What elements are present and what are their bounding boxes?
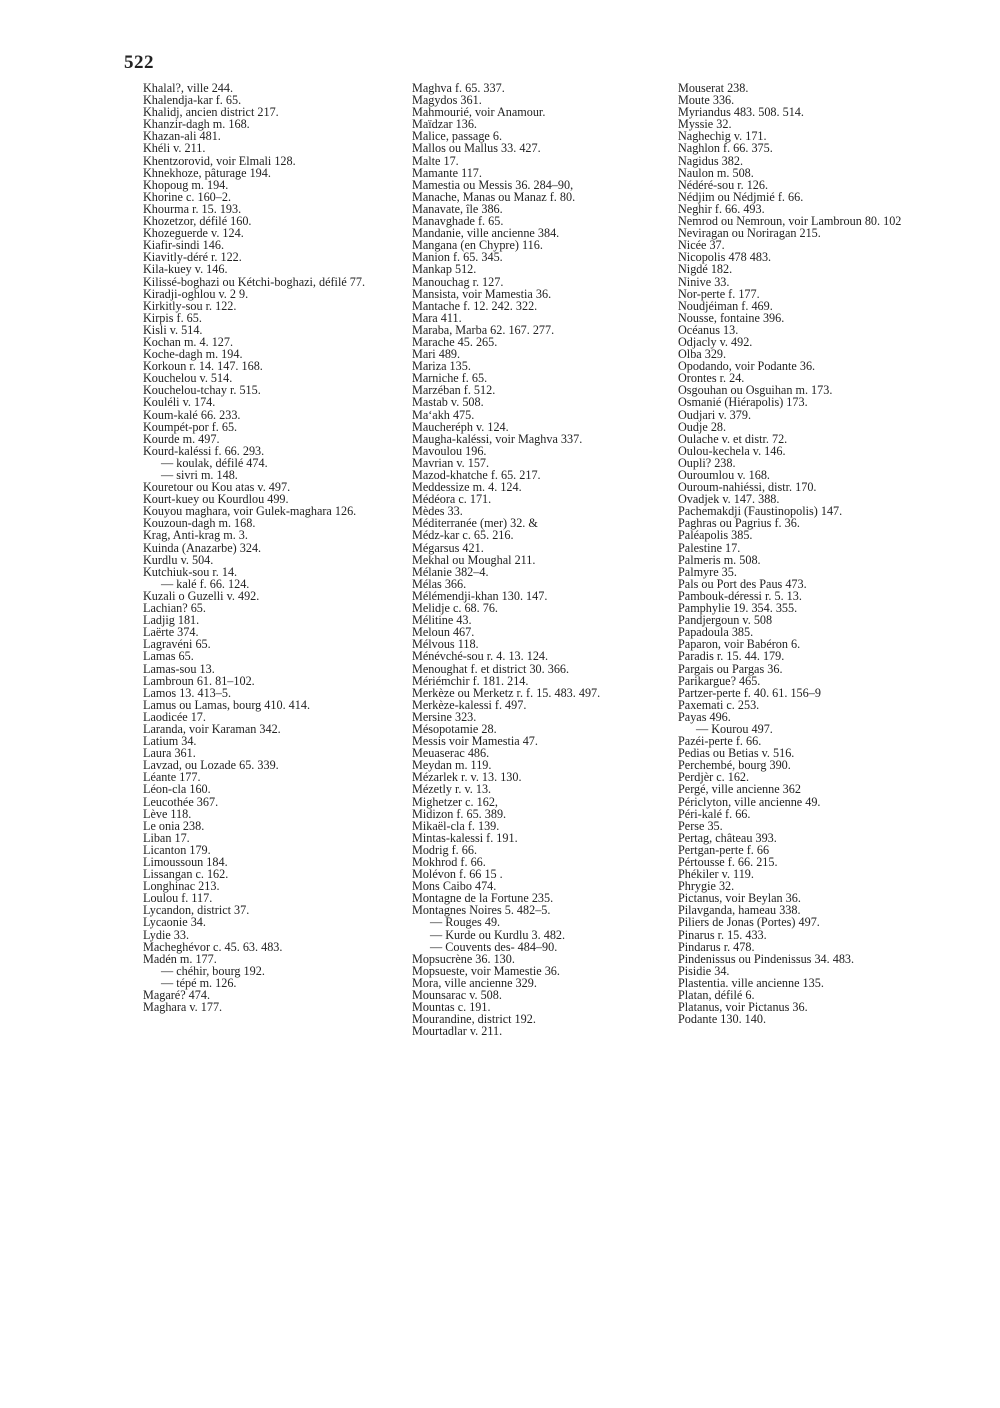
index-entry: Paléapolis 385. — [678, 528, 753, 543]
index-entry: Phrygie 32. — [678, 879, 735, 894]
index-entry: — tépé m. 126. — [161, 975, 237, 990]
index-entry: Mézetly r. v. 13. — [412, 782, 492, 797]
index-entry: Lambroun 61. 81–102. — [143, 673, 255, 688]
index-entry: — Couvents des- 484–90. — [430, 939, 558, 954]
index-entry: Ouroum-nahiéssi, distr. 170. — [678, 480, 817, 495]
index-entry: Orontes r. 24. — [678, 371, 745, 386]
index-entry: Lycaonie 34. — [143, 915, 206, 930]
index-entry: Pazéi-perte f. 66. — [678, 734, 762, 749]
index-entry: Marzéban f. 512. — [412, 383, 496, 398]
index-entry: Macheghévor c. 45. 63. 483. — [143, 939, 283, 954]
index-entry: Plastentia. ville ancienne 135. — [678, 975, 824, 990]
index-entry: Malice, passage 6. — [412, 129, 503, 144]
index-entry: Lamas 65. — [143, 649, 194, 664]
index-entry: Médz-kar c. 65. 216. — [412, 528, 514, 543]
index-entry: Koum-kalé 66. 233. — [143, 407, 241, 422]
index-entry: Mazod-khatche f. 65. 217. — [412, 468, 541, 482]
index-entry: Mahmourié, voir Anamour. — [412, 105, 546, 120]
index-entry: Palestine 17. — [678, 540, 741, 555]
index-entry: Kouretour ou Kou atas v. 497. — [143, 480, 291, 495]
index-entry: Mallos ou Mallus 33. 427. — [412, 141, 541, 156]
index-entry: Mégarsus 421. — [412, 540, 484, 555]
index-entry: Kurdlu v. 504. — [143, 552, 214, 567]
index-entry: Montagnes Noires 5. 482–5. — [412, 903, 551, 918]
index-entry: Platanus, voir Pictanus 36. — [678, 1000, 808, 1015]
index-entry: Mansista, voir Mamestia 36. — [412, 286, 552, 301]
index-entry: Paparon, voir Babéron 6. — [678, 637, 801, 652]
index-entry: Oulou-kechela v. 146. — [678, 443, 786, 458]
index-entry: Olba 329. — [678, 347, 727, 362]
index-entry: Podante 130. 140. — [678, 1012, 767, 1027]
index-entry: Lachian? 65. — [143, 601, 206, 616]
index-entry: Korkoun r. 14. 147. 168. — [143, 359, 263, 374]
index-entry: Perdjèr c. 162. — [678, 770, 750, 785]
index-entry: Pindenissus ou Pindenissus 34. 483. — [678, 951, 855, 966]
index-entry: Léon-cla 160. — [143, 782, 211, 797]
index-entry: Mopsucrène 36. 130. — [412, 951, 515, 966]
index-entry: Kiafir-sindi 146. — [143, 238, 224, 253]
index-entry: Marache 45. 265. — [412, 334, 498, 349]
index-entry: Mélanie 382–4. — [412, 564, 489, 579]
index-entry: Mandanie, ville ancienne 384. — [412, 226, 560, 241]
index-entry: Molévon f. 66 15 . — [412, 867, 503, 882]
index-entry: Khalidj, ancien district 217. — [143, 105, 279, 120]
index-entry: Kourt-kuey ou Kourdlou 499. — [143, 492, 289, 507]
index-entry: Mopsueste, voir Mamestie 36. — [412, 963, 560, 978]
index-entry: Platan, défilé 6. — [678, 988, 755, 1003]
index-entry: Kiavitly-déré r. 122. — [143, 250, 242, 265]
index-entry: Kouléli v. 174. — [143, 395, 216, 410]
index-entry: Nigdé 182. — [678, 262, 733, 277]
index-entry: Myriandus 483. 508. 514. — [678, 105, 804, 120]
index-entry: Melidje c. 68. 76. — [412, 601, 498, 616]
index-entry: Khazan-ali 481. — [143, 129, 221, 144]
index-entry: Kirpis f. 65. — [143, 310, 202, 325]
index-entry: Mekhal ou Moughal 211. — [412, 552, 536, 567]
index-entry: Kochan m. 4. 127. — [143, 334, 234, 349]
index-entry: Naghechig v. 171. — [678, 129, 767, 144]
index-entry: Ovadjek v. 147. 388. — [678, 492, 780, 507]
index-entry: Perchembé, bourg 390. — [678, 758, 791, 773]
index-entry: Maghara v. 177. — [143, 1000, 223, 1015]
index-entry: Mèdes 33. — [412, 504, 463, 519]
index-entry: Laodicée 17. — [143, 709, 206, 724]
index-entry: Pargais ou Pargas 36. — [678, 661, 783, 676]
index-entry: Pambouk-déressi r. 5. 13. — [678, 588, 802, 603]
index-entry: Manavate, île 386. — [412, 201, 503, 216]
page-number: 522 — [124, 52, 154, 73]
index-entry: Paxemati c. 253. — [678, 697, 760, 712]
index-entry: Kuinda (Anazarbe) 324. — [143, 540, 262, 555]
index-entry: — koulak, défilé 474. — [161, 455, 268, 470]
index-entry: Pertgan-perte f. 66 — [678, 842, 770, 857]
index-entry: Kouzoun-dagh m. 168. — [143, 516, 256, 531]
index-entry: Khnekhoze, pâturage 194. — [143, 165, 271, 180]
index-entry: Mavrian v. 157. — [412, 455, 490, 470]
index-entry: Mariza 135. — [412, 359, 471, 374]
index-entry: Pértousse f. 66. 215. — [678, 855, 778, 869]
index-entry: Mézarlek r. v. 13. 130. — [412, 770, 522, 785]
index-entry: Mounsarac v. 508. — [412, 988, 502, 1003]
index-entry: Khorine c. 160–2. — [143, 189, 232, 204]
index-entry: Maucheréph v. 124. — [412, 419, 509, 434]
index-entry: — kalé f. 66. 124. — [161, 576, 250, 591]
index-entry: Pals ou Port des Paus 473. — [678, 576, 807, 591]
index-entry: Kila-kuey v. 146. — [143, 262, 228, 277]
index-entry: Magaré? 474. — [143, 988, 211, 1003]
index-entry: Parikargue? 465. — [678, 673, 761, 688]
index-entry: Kiradji-oghlou v. 2 9. — [143, 286, 249, 301]
index-entry: Manache, Manas ou Manaz f. 80. — [412, 189, 576, 204]
index-entry: Meuaserac 486. — [412, 746, 490, 761]
index-entry: Magydos 361. — [412, 93, 482, 108]
index-entry: Naulon m. 508. — [678, 165, 754, 180]
index-entry: Lève 118. — [143, 806, 192, 821]
index-entry: Lycandon, district 37. — [143, 903, 250, 918]
index-entry: Mamante 117. — [412, 165, 482, 180]
index-entry: Mériémchir f. 181. 214. — [412, 673, 529, 688]
index-entry: Midizon f. 65. 389. — [412, 806, 507, 821]
index-entry: Nor-perte f. 177. — [678, 286, 760, 301]
index-entry: — chéhir, bourg 192. — [161, 963, 265, 978]
index-entry: Leucothée 367. — [143, 794, 219, 809]
index-entry: Pictanus, voir Beylan 36. — [678, 891, 801, 906]
index-entry: Koche-dagh m. 194. — [143, 347, 243, 362]
index-entry: Pinarus r. 15. 433. — [678, 927, 767, 942]
index-entry: Mountas c. 191. — [412, 1000, 491, 1015]
index-entry: Merkèze-kalessi f. 497. — [412, 697, 527, 712]
index-entry: Ouroumlou v. 168. — [678, 468, 770, 482]
index-entry: Ménévché-sou r. 4. 13. 124. — [412, 649, 549, 664]
index-entry: Mélas 366. — [412, 576, 467, 591]
index-entry: Khanzir-dagh m. 168. — [143, 117, 250, 132]
index-entry: Mankap 512. — [412, 262, 477, 277]
index-column-3 — [678, 82, 940, 1025]
index-entry: Manavghade f. 65. — [412, 214, 504, 229]
index-entry: Mamestia ou Messis 36. 284–90, — [412, 177, 574, 192]
index-entry: Oupli? 238. — [678, 455, 736, 470]
index-entry: Paghras ou Pagrius f. 36. — [678, 516, 800, 531]
index-entry: Médéora c. 171. — [412, 492, 492, 507]
index-entry: Mikaël-cla f. 139. — [412, 818, 500, 833]
index-entry: Khalal?, ville 244. — [143, 81, 234, 95]
index-entry: Kourd-kaléssi f. 66. 293. — [143, 443, 265, 458]
index-entry: Lamas-sou 13. — [143, 661, 215, 676]
index-entry: Marniche f. 65. — [412, 371, 488, 386]
index-entry: Kirkitly-sou r. 122. — [143, 298, 237, 313]
index-column-1 — [143, 82, 398, 1013]
index-entry: Mélvous 118. — [412, 637, 479, 652]
index-entry: Périclyton, ville ancienne 49. — [678, 794, 821, 809]
index-entry: Meloun 467. — [412, 625, 475, 640]
index-entry: Ninive 33. — [678, 274, 730, 289]
index-entry: Nicopolis 478 483. — [678, 250, 772, 265]
index-entry: Mokhrod f. 66. — [412, 855, 486, 869]
index-entry: Phékiler v. 119. — [678, 867, 754, 882]
index-entry: Mélémendji-khan 130. 147. — [412, 588, 548, 603]
index-entry: Papadoula 385. — [678, 625, 754, 640]
index-entry: Laranda, voir Karaman 342. — [143, 721, 281, 736]
index-entry: Mouserat 238. — [678, 81, 749, 95]
index-entry: Léante 177. — [143, 770, 201, 785]
index-entry: Kouchelou v. 514. — [143, 371, 233, 386]
index-entry: Kouyou maghara, voir Gulek-maghara 126. — [143, 504, 357, 519]
index-entry: Mons Caibo 474. — [412, 879, 497, 894]
index-entry: Pindarus r. 478. — [678, 939, 755, 954]
index-entry: Kouchelou-tchay r. 515. — [143, 383, 261, 398]
index-entry: Meddessize m. 4. 124. — [412, 480, 522, 495]
index-entry: Perse 35. — [678, 818, 723, 833]
index-entry: Lamus ou Lamas, bourg 410. 414. — [143, 697, 310, 712]
index-entry: Pedias ou Betias v. 516. — [678, 746, 795, 761]
index-entry: Kutchiuk-sou r. 14. — [143, 564, 238, 579]
index-entry: Mésopotamie 28. — [412, 721, 497, 736]
index-entry: Mavoulou 196. — [412, 443, 487, 458]
index-entry: Malte 17. — [412, 153, 459, 168]
index-entry: Manion f. 65. 345. — [412, 250, 503, 265]
index-entry: Oudjari v. 379. — [678, 407, 751, 422]
index-entry: Nagidus 382. — [678, 153, 743, 168]
index-entry: Loulou f. 117. — [143, 891, 213, 906]
index-entry: Palmeris m. 508. — [678, 552, 761, 567]
index-entry: Khourma r. 15. 193. — [143, 201, 242, 216]
index-entry: Pergé, ville ancienne 362 — [678, 782, 801, 797]
index-entry: Mourtadlar v. 211. — [412, 1024, 503, 1039]
index-entry: Laërte 374. — [143, 625, 199, 640]
index-entry: Mantache f. 12. 242. 322. — [412, 298, 538, 313]
index-entry: Madén m. 177. — [143, 951, 217, 966]
index-entry: Partzer-perte f. 40. 61. 156–9 — [678, 685, 821, 700]
index-entry: Le onia 238. — [143, 818, 205, 833]
index-entry: Nousse, fontaine 396. — [678, 310, 785, 325]
index-entry: Oulache v. et distr. 72. — [678, 431, 788, 446]
index-entry: Neviragan ou Noriragan 215. — [678, 226, 821, 241]
index-entry: Nédjim ou Nédjmié f. 66. — [678, 189, 804, 204]
index-entry: Mora, ville ancienne 329. — [412, 975, 537, 990]
index-entry: Océanus 13. — [678, 322, 739, 337]
index-entry: Oudje 28. — [678, 419, 727, 434]
index-entry: Khozetzor, défilé 160. — [143, 214, 252, 229]
index-entry: Khozeguerde v. 124. — [143, 226, 244, 241]
index-entry: Moute 336. — [678, 93, 735, 108]
index-entry: Meydan m. 119. — [412, 758, 492, 773]
index-entry: Maugha-kaléssi, voir Maghva 337. — [412, 431, 583, 446]
index-entry: Lissangan c. 162. — [143, 867, 229, 882]
index-entry: Krag, Anti-krag m. 3. — [143, 528, 248, 543]
index-entry: Palmyre 35. — [678, 564, 737, 579]
index-entry: Merkèze ou Merketz r. f. 15. 483. 497. — [412, 685, 601, 700]
index-entry: Laura 361. — [143, 746, 196, 761]
index-entry: Longhinac 213. — [143, 879, 220, 894]
index-entry: Pertag, château 393. — [678, 830, 777, 845]
index-entry: Piliers de Jonas (Portes) 497. — [678, 915, 820, 930]
index-entry: Messis voir Mamestia 47. — [412, 734, 538, 749]
index-entry: Noudjéiman f. 469. — [678, 298, 773, 313]
index-entry: Mourandine, district 192. — [412, 1012, 536, 1027]
index-entry: Pachemakdji (Faustinopolis) 147. — [678, 504, 843, 519]
index-entry: Mastab v. 508. — [412, 395, 484, 410]
index-entry: Mersine 323. — [412, 709, 477, 724]
index-entry: Kilissé-boghazi ou Kétchi-boghazi, défilé 77. — [143, 274, 366, 289]
index-entry: Limoussoun 184. — [143, 855, 228, 869]
index-column-2 — [412, 82, 670, 1037]
index-entry: Opodando, voir Podante 36. — [678, 359, 816, 374]
index-entry: Ma‘akh 475. — [412, 407, 475, 422]
index-entry: Mangana (en Chypre) 116. — [412, 238, 543, 253]
index-entry: Maïdzar 136. — [412, 117, 477, 132]
index-entry: Odjacly v. 492. — [678, 334, 753, 349]
index-entry: Kisli v. 514. — [143, 322, 203, 337]
index-entry: Payas 496. — [678, 709, 731, 724]
index-entry: Neghir f. 66. 493. — [678, 201, 765, 216]
index-entry: Mintas-kalessi f. 191. — [412, 830, 518, 845]
index-entry: Péri-kalé f. 66. — [678, 806, 751, 821]
index-entry: Paradis r. 15. 44. 179. — [678, 649, 785, 664]
index-entry: Lamos 13. 413–5. — [143, 685, 232, 700]
index-entry: Kourde m. 497. — [143, 431, 220, 446]
index-entry: Pamphylie 19. 354. 355. — [678, 601, 798, 616]
index-entry: Modrig f. 66. — [412, 842, 477, 857]
index-entry: Liban 17. — [143, 830, 190, 845]
index-entry: — Kourou 497. — [696, 721, 773, 736]
index-entry: Pilavganda, hameau 338. — [678, 903, 801, 918]
index-entry: Mara 411. — [412, 310, 462, 325]
index-entry: Khopoug m. 194. — [143, 177, 229, 192]
index-entry: Khentzorovid, voir Elmali 128. — [143, 153, 296, 168]
index-entry: Nédéré-sou r. 126. — [678, 177, 769, 192]
index-entry: Menoughat f. et district 30. 366. — [412, 661, 570, 676]
index-entry: Mélitine 43. — [412, 613, 472, 628]
index-entry: Pisidie 34. — [678, 963, 730, 978]
index-entry: Latium 34. — [143, 734, 197, 749]
index-entry: Nicée 37. — [678, 238, 725, 253]
index-entry: Osgouhan ou Osguihan m. 173. — [678, 383, 833, 398]
index-entry: Naghlon f. 66. 375. — [678, 141, 773, 156]
index-entry: Ladjig 181. — [143, 613, 200, 628]
index-entry: Koumpét-por f. 65. — [143, 419, 238, 434]
index-entry: Maraba, Marba 62. 167. 277. — [412, 322, 555, 337]
index-entry: Montagne de la Fortune 235. — [412, 891, 554, 906]
index-entry: Manouchag r. 127. — [412, 274, 504, 289]
index-entry: — sivri m. 148. — [161, 468, 238, 482]
index-entry: Khéli v. 211. — [143, 141, 206, 156]
index-entry: Maghva f. 65. 337. — [412, 81, 505, 95]
index-entry: Lagravéni 65. — [143, 637, 211, 652]
index-entry: Pandjergoun v. 508 — [678, 613, 773, 628]
index-entry: — Rouges 49. — [430, 915, 501, 930]
index-entry: Myssie 32. — [678, 117, 732, 132]
index-entry: Licanton 179. — [143, 842, 211, 857]
index-entry: Mighetzer c. 162, — [412, 794, 498, 809]
index-entry: Khalendja-kar f. 65. — [143, 93, 242, 108]
index-entry: Nemrod ou Nemroun, voir Lambroun 80. 102 — [678, 214, 902, 229]
index-entry: Lydie 33. — [143, 927, 190, 942]
index-entry: Mari 489. — [412, 347, 461, 362]
index-entry: Méditerranée (mer) 32. & — [412, 516, 538, 531]
index-entry: Lavzad, ou Lozade 65. 339. — [143, 758, 279, 773]
index-entry: Osmanié (Hiérapolis) 173. — [678, 395, 808, 410]
index-entry: Kuzali o Guzelli v. 492. — [143, 588, 260, 603]
index-entry: — Kurde ou Kurdlu 3. 482. — [430, 927, 566, 942]
